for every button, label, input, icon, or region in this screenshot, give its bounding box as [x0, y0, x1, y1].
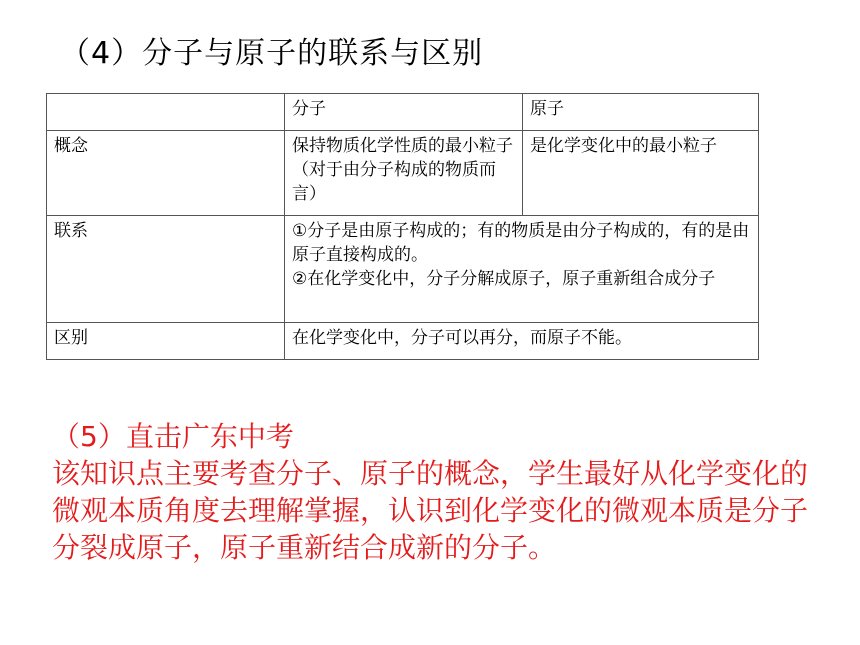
- table-row-difference: [47, 323, 759, 360]
- header-cell-empty: [47, 94, 285, 131]
- page-title: （4）分子与原子的联系与区别: [60, 36, 484, 71]
- row-label-relation: 联系: [47, 216, 285, 323]
- exam-focus-section: [52, 418, 812, 566]
- comparison-table: [46, 93, 759, 360]
- header-cell-molecule: 分子: [285, 94, 523, 131]
- row-label-difference: 区别: [47, 323, 285, 360]
- cell-atom-concept: 是化学变化中的最小粒子: [523, 131, 759, 216]
- cell-relation: [285, 216, 759, 323]
- relation-point-2: ②在化学变化中，分子分解成原子，原子重新组合成分子: [292, 269, 716, 289]
- table-header-row: [47, 94, 759, 131]
- exam-focus-body: 该知识点主要考查分子、原子的概念，学生最好从化学变化的微观本质角度去理解掌握，认识到化学变化的微观本质是分子分裂成原子，原子重新结合成新的分子。: [52, 457, 809, 564]
- exam-focus-heading: （5）直击广东中考: [52, 420, 294, 453]
- table-row-relation: [47, 216, 759, 323]
- row-label-concept: 概念: [47, 131, 285, 216]
- cell-molecule-concept: 保持物质化学性质的最小粒子（对于由分子构成的物质而言）: [285, 131, 523, 216]
- relation-point-1: ①分子是由原子构成的；有的物质是由分子构成的，有的是由原子直接构成的。: [292, 221, 750, 265]
- cell-difference: 在化学变化中，分子可以再分，而原子不能。: [285, 323, 759, 360]
- header-cell-atom: 原子: [523, 94, 759, 131]
- table-row-concept: [47, 131, 759, 216]
